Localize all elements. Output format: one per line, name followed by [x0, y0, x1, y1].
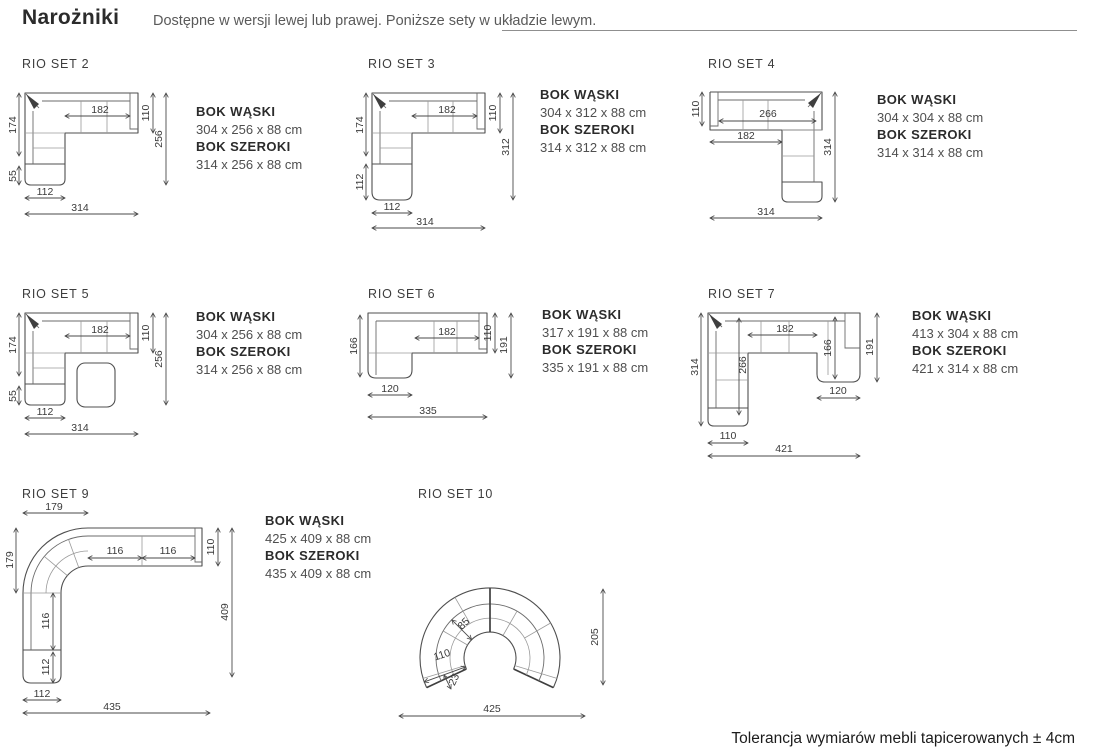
spec-wide-label: BOK SZEROKI: [265, 548, 360, 563]
dim-182: 182: [438, 104, 456, 116]
dim-116-a: 116: [106, 545, 124, 557]
spec-wide-label: BOK SZEROKI: [877, 127, 972, 142]
dim-182: 182: [438, 326, 456, 338]
dim-205: 205: [589, 628, 601, 646]
dim-256: 256: [153, 350, 165, 368]
dim-174: 174: [7, 336, 19, 354]
spec-narrow-label: BOK WĄSKI: [912, 308, 992, 323]
set-title-rio-set-3: RIO SET 3: [368, 57, 436, 71]
dim-182: 182: [91, 104, 109, 116]
set-title-rio-set-7: RIO SET 7: [708, 287, 776, 301]
rio-set-2-diagram: [7, 85, 177, 235]
spec-wide-value: 314 x 312 x 88 cm: [540, 139, 647, 155]
spec-wide-value: 435 x 409 x 88 cm: [265, 565, 372, 581]
rio-set-4-diagram: [688, 85, 863, 235]
dim-435: 435: [103, 701, 121, 713]
dim-182: 182: [737, 130, 755, 142]
set-title-rio-set-4: RIO SET 4: [708, 57, 776, 71]
spec-narrow-value: 304 x 312 x 88 cm: [540, 104, 647, 120]
spec-narrow-value: 317 x 191 x 88 cm: [542, 324, 649, 340]
dim-314: 314: [71, 422, 89, 434]
spec-wide-value: 314 x 256 x 88 cm: [196, 156, 303, 172]
dim-191: 191: [498, 336, 510, 354]
spec-narrow-label: BOK WĄSKI: [542, 307, 622, 322]
dim-421: 421: [775, 443, 793, 455]
dim-174: 174: [354, 116, 366, 134]
header-rule: [502, 30, 1077, 31]
set-title-rio-set-6: RIO SET 6: [368, 287, 436, 301]
rio-set-3-diagram: [350, 85, 535, 240]
spec-narrow-value: 304 x 256 x 88 cm: [196, 326, 303, 342]
rio-set-5-diagram: [7, 305, 177, 460]
spec-wide-value: 314 x 314 x 88 cm: [877, 144, 984, 160]
dim-314: 314: [689, 358, 701, 376]
dim-179-top: 179: [45, 501, 63, 513]
set-title-rio-set-2: RIO SET 2: [22, 57, 90, 71]
spec-narrow-value: 425 x 409 x 88 cm: [265, 530, 372, 546]
spec-wide-label: BOK SZEROKI: [542, 342, 637, 357]
dim-174: 174: [7, 116, 19, 134]
spec-wide-label: BOK SZEROKI: [912, 343, 1007, 358]
spec-narrow-label: BOK WĄSKI: [196, 104, 276, 119]
dim-55: 55: [7, 170, 19, 182]
dim-110: 110: [140, 104, 152, 122]
spec-wide-value: 335 x 191 x 88 cm: [542, 359, 649, 375]
spec-rio-set-9: [265, 512, 371, 582]
spec-narrow-value: 304 x 304 x 88 cm: [877, 109, 984, 125]
spec-rio-set-3: [540, 86, 646, 156]
tolerance-note: Tolerancja wymiarów mebli tapicerowanych ± 4cm: [731, 730, 1075, 747]
spec-rio-set-2: [196, 103, 302, 173]
dim-112: 112: [36, 186, 54, 198]
dim-110: 110: [205, 538, 217, 556]
dim-55: 55: [7, 390, 19, 402]
dim-409: 409: [219, 603, 231, 621]
spec-narrow-label: BOK WĄSKI: [265, 513, 345, 528]
dim-112-bottom: 112: [33, 688, 51, 700]
dim-425: 425: [483, 703, 501, 715]
dim-256: 256: [153, 130, 165, 148]
dim-120: 120: [829, 385, 847, 397]
spec-wide-value: 421 x 314 x 88 cm: [912, 360, 1019, 376]
dim-266: 266: [759, 108, 777, 120]
dim-312: 312: [500, 138, 512, 156]
rio-set-10-diagram: [385, 500, 630, 735]
dim-191: 191: [864, 338, 876, 356]
spec-rio-set-5: [196, 308, 302, 378]
page-subtitle: Dostępne w wersji lewej lub prawej. Poniższe sety w układzie lewym.: [153, 13, 597, 29]
dim-166: 166: [348, 337, 360, 355]
dim-314-right: 314: [822, 138, 834, 156]
spec-wide-label: BOK SZEROKI: [540, 122, 635, 137]
dim-23: 23: [446, 671, 463, 688]
dim-335: 335: [419, 405, 437, 417]
spec-rio-set-4: [877, 91, 983, 161]
set-title-rio-set-10: RIO SET 10: [418, 487, 494, 501]
dim-110: 110: [140, 324, 152, 342]
dim-110: 110: [719, 430, 737, 442]
spec-wide-label: BOK SZEROKI: [196, 344, 291, 359]
dim-110: 110: [690, 100, 702, 118]
rio-set-9-diagram: [6, 495, 256, 725]
dim-112: 112: [36, 406, 54, 418]
dim-85: 85: [455, 615, 473, 633]
dim-116-vert: 116: [40, 612, 52, 630]
spec-narrow-label: BOK WĄSKI: [196, 309, 276, 324]
dim-112-b: 112: [383, 201, 401, 213]
dim-314: 314: [71, 202, 89, 214]
spec-narrow-label: BOK WĄSKI: [540, 87, 620, 102]
dim-116-b: 116: [159, 545, 177, 557]
page-title: Narożniki: [22, 6, 120, 29]
spec-rio-set-7: [912, 307, 1018, 377]
rio-set-6-diagram: [344, 305, 524, 435]
dim-166: 166: [822, 339, 834, 357]
spec-narrow-value: 304 x 256 x 88 cm: [196, 121, 303, 137]
set-title-rio-set-5: RIO SET 5: [22, 287, 90, 301]
dim-112-vert: 112: [40, 658, 52, 676]
set-title-rio-set-9: RIO SET 9: [22, 487, 90, 501]
dim-112: 112: [354, 173, 366, 191]
dim-120: 120: [381, 383, 399, 395]
spec-narrow-value: 413 x 304 x 88 cm: [912, 325, 1019, 341]
dim-110: 110: [432, 646, 452, 664]
dim-266: 266: [737, 356, 749, 374]
dim-110: 110: [482, 324, 494, 342]
spec-wide-value: 314 x 256 x 88 cm: [196, 361, 303, 377]
spec-wide-label: BOK SZEROKI: [196, 139, 291, 154]
dim-314-bottom: 314: [757, 206, 775, 218]
dim-179-left: 179: [4, 551, 16, 569]
dim-182: 182: [776, 323, 794, 335]
dim-110: 110: [487, 104, 499, 122]
spec-narrow-label: BOK WĄSKI: [877, 92, 957, 107]
spec-rio-set-6: [542, 306, 648, 376]
dim-314: 314: [416, 216, 434, 228]
dim-182: 182: [91, 324, 109, 336]
rio-set-7-diagram: [689, 305, 895, 480]
